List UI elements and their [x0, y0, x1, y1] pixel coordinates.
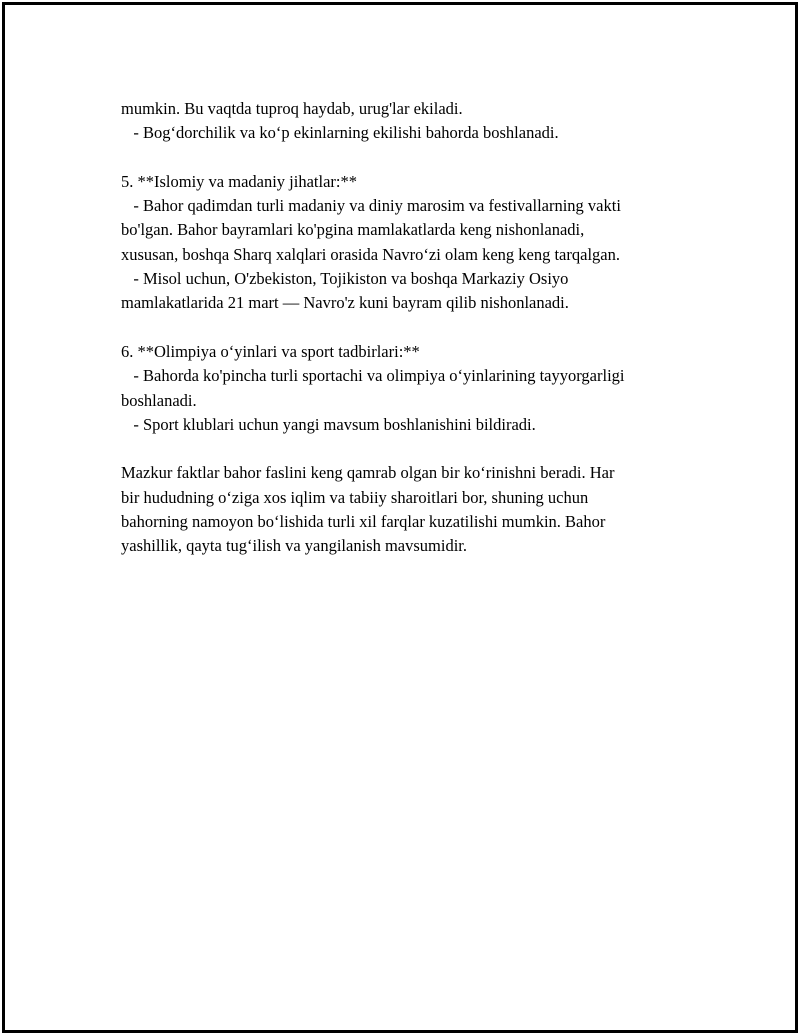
- document-body: [121, 97, 681, 559]
- text-line: - Bahor qadimdan turli madaniy va diniy marosim va festivallarning vakti: [121, 196, 621, 216]
- section-heading: 5. **Islomiy va madaniy jihatlar:**: [121, 171, 357, 191]
- paragraph-gap: [121, 146, 681, 170]
- text-line: boshlanadi.: [121, 390, 197, 410]
- paragraph-gap: [121, 316, 681, 340]
- text-line: yashillik, qayta tug‘ilish va yangilanish mavsumidir.: [121, 536, 468, 556]
- text-line: - Bog‘dorchilik va ko‘p ekinlarning ekilishi bahorda boshlanadi.: [121, 123, 559, 143]
- paragraph-gap: [121, 437, 681, 461]
- text-line: bo'lgan. Bahor bayramlari ko'pgina mamlakatlarda keng nishonlanadi,: [121, 220, 585, 240]
- text-line: - Misol uchun, O'zbekiston, Tojikiston va boshqa Markaziy Osiyo: [121, 269, 569, 289]
- text-line: xususan, boshqa Sharq xalqlari orasida Navro‘zi olam keng keng tarqalgan.: [121, 244, 620, 264]
- text-line: Mazkur faktlar bahor faslini keng qamrab olgan bir ko‘rinishni beradi. Har: [121, 463, 615, 483]
- text-line: - Bahorda ko'pincha turli sportachi va olimpiya o‘yinlarining tayyorgarligi: [121, 366, 625, 386]
- page-border: [2, 2, 798, 1033]
- text-line: bahorning namoyon bo‘lishida turli xil farqlar kuzatilishi mumkin. Bahor: [121, 512, 606, 532]
- text-line: mumkin. Bu vaqtda tuproq haydab, urug'lar ekiladi.: [121, 99, 463, 118]
- text-line: - Sport klublari uchun yangi mavsum boshlanishini bildiradi.: [121, 414, 536, 434]
- text-line: mamlakatlarida 21 mart — Navro'z kuni bayram qilib nishonlanadi.: [121, 293, 569, 313]
- text-line: bir hududning o‘ziga xos iqlim va tabiiy sharoitlari bor, shuning uchun: [121, 487, 589, 507]
- section-heading: 6. **Olimpiya o‘yinlari va sport tadbirlari:**: [121, 341, 420, 361]
